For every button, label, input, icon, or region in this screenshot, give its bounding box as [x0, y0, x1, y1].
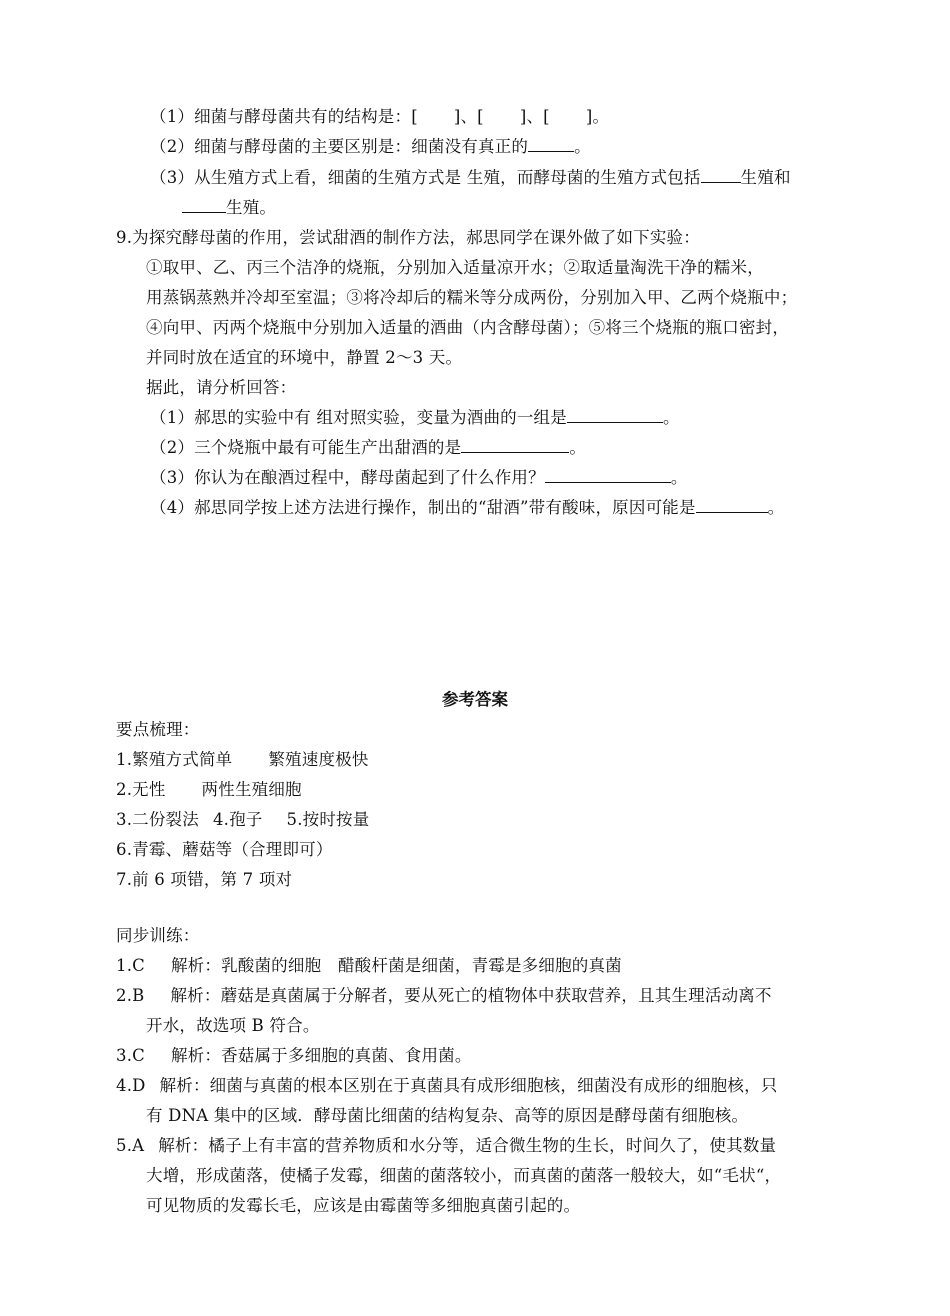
q9-sub1: （1）郝思的实验中有 组对照实验，变量为酒曲的一组是 。	[150, 408, 680, 427]
summary-label: 要点梳理：	[116, 720, 200, 739]
practice-answer-2: 2.B 解析：蘑菇是真菌属于分解者，要从死亡的植物体中获取营养，且其生理活动离不	[116, 986, 772, 1005]
practice-answer-1: 1.C 解析：乳酸菌的细胞 醋酸杆菌是细菌，青霉是多细胞的真菌	[116, 956, 622, 975]
answer-blank	[567, 407, 663, 423]
practice-answer-4-continued: 有 DNA 集中的区域．酵母菌比细菌的结构复杂、高等的原因是酵母菌有细胞核。	[146, 1106, 749, 1125]
q9-stem: 9.为探究酵母菌的作用，尝试甜酒的制作方法，郝思同学在课外做了如下实验：	[116, 228, 700, 247]
q9-sub2: （2）三个烧瓶中最有可能生产出甜酒的是 。	[150, 438, 587, 457]
summary-item-2: 2.无性 两性生殖细胞	[116, 780, 302, 799]
answer-blank	[528, 136, 574, 152]
q9-step-line-3: ④向甲、丙两个烧瓶中分别加入适量的酒曲（内含酵母菌）；⑤将三个烧瓶的瓶口密封，	[146, 318, 790, 337]
practice-answer-4: 4.D 解析：细菌与真菌的根本区别在于真菌具有成形细胞核，细菌没有成形的细胞核，只	[116, 1076, 778, 1095]
summary-item-5: 7.前 6 项错，第 7 项对	[116, 870, 293, 889]
q8-sub1: （1）细菌与酵母菌共有的结构是：[ ]、[ ]、[ ]。	[150, 107, 610, 126]
q8-sub3-continued: 生殖。	[182, 197, 276, 219]
q9-prompt: 据此，请分析回答：	[146, 378, 297, 397]
practice-answer-5: 5.A 解析：橘子上有丰富的营养物质和水分等，适合微生物的生长，时间久了，使其数量	[116, 1136, 777, 1155]
answer-blank	[182, 197, 226, 213]
q9-sub3: （3）你认为在酿酒过程中，酵母菌起到了什么作用？ 。	[150, 468, 688, 487]
answers-title: 参考答案	[442, 690, 508, 709]
summary-item-3: 3.二份裂法 4.孢子 5.按时按量	[116, 810, 370, 829]
q8-sub3: （3）从生殖方式上看，细菌的生殖方式是 生殖，而酵母菌的生殖方式包括 生殖和	[150, 168, 791, 187]
q9-step-line-1: ①取甲、乙、丙三个洁净的烧瓶，分别加入适量凉开水；②取适量淘洗干净的糯米，	[146, 258, 764, 277]
answer-blank	[461, 437, 569, 453]
practice-label: 同步训练：	[116, 926, 200, 945]
answer-blank	[701, 167, 741, 183]
summary-item-4: 6.青霉、蘑菇等（合理即可）	[116, 840, 333, 859]
practice-answer-3: 3.C 解析：香菇属于多细胞的真菌、食用菌。	[116, 1046, 472, 1065]
practice-answer-5-continued-1: 大增，形成菌落，使橘子发霉，细菌的菌落较小，而真菌的菌落一般较大，如“毛状“，	[146, 1166, 782, 1185]
q9-sub4: （4）郝思同学按上述方法进行操作，制出的“甜酒”带有酸味，原因可能是 。	[150, 498, 785, 517]
answer-blank	[545, 467, 671, 483]
summary-item-1: 1.繁殖方式简单 繁殖速度极快	[116, 750, 369, 769]
q8-sub2: （2）细菌与酵母菌的主要区别是：细菌没有真正的 。	[150, 137, 591, 156]
practice-answer-5-continued-2: 可见物质的发霉长毛，应该是由霉菌等多细胞真菌引起的。	[146, 1196, 581, 1215]
answer-blank	[696, 497, 768, 513]
q9-step-line-2: 用蒸锅蒸熟并冷却至室温；③将冷却后的糯米等分成两份，分别加入甲、乙两个烧瓶中；	[146, 288, 798, 307]
practice-answer-2-continued: 开水，故选项 B 符合。	[146, 1016, 320, 1035]
q9-step-line-4: 并同时放在适宜的环境中，静置 2～3 天。	[146, 348, 463, 367]
